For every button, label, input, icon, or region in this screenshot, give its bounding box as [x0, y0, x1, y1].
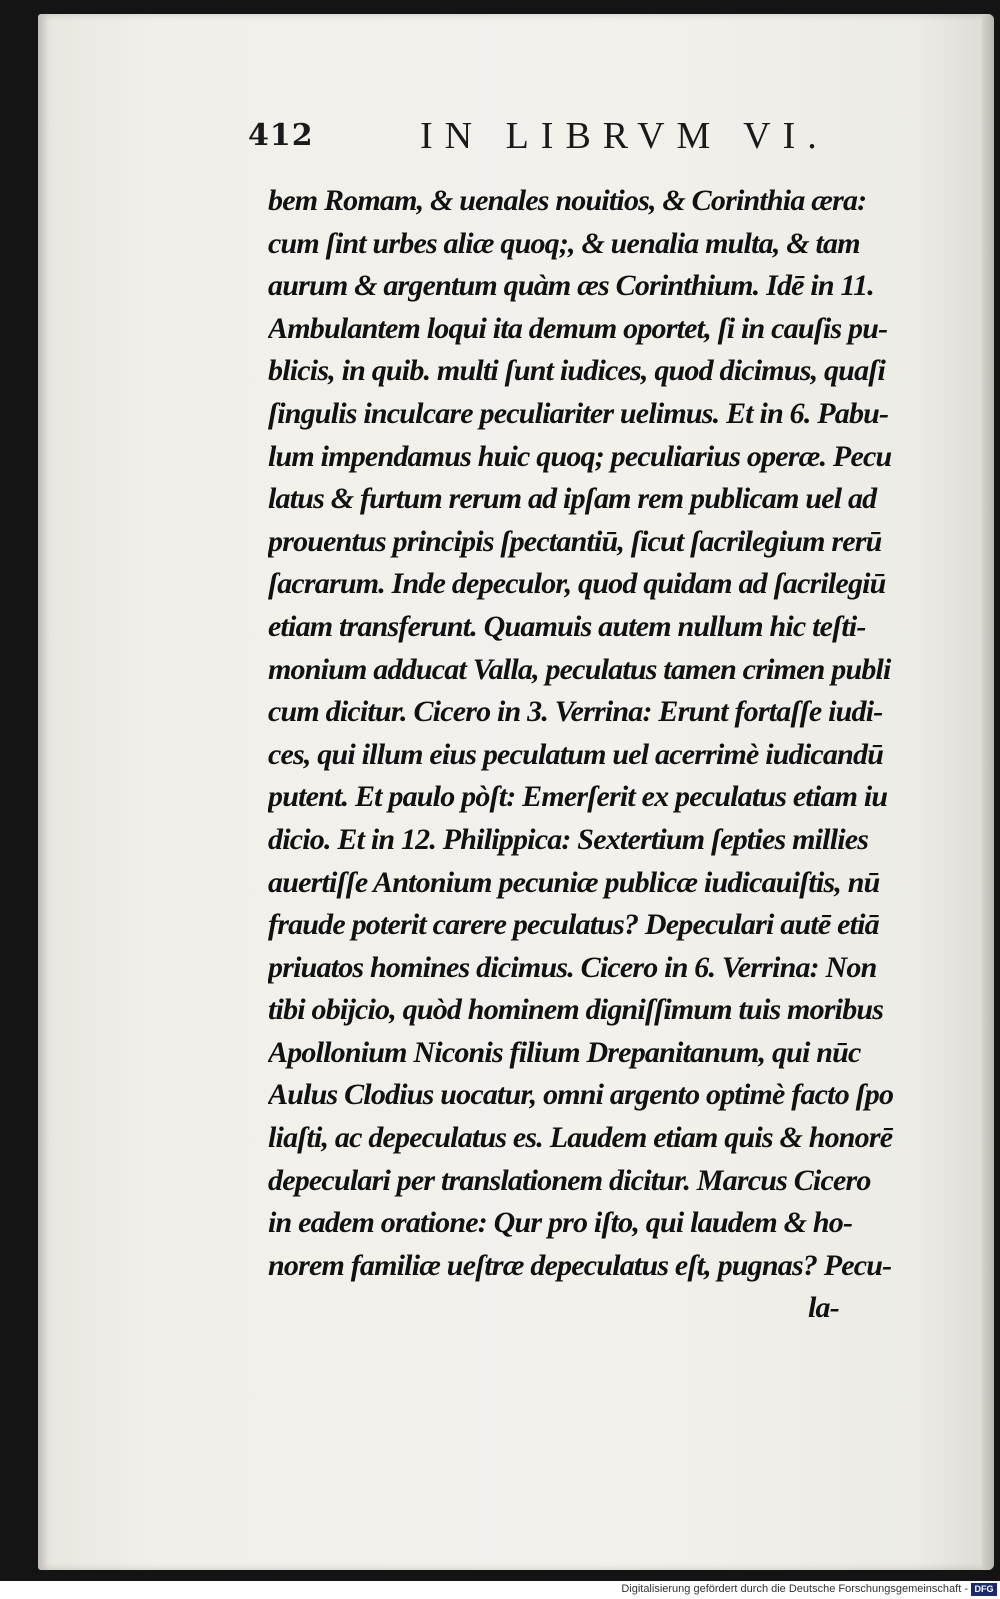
footer-bar: [0, 1581, 1000, 1599]
text-line: latus & furtum rerum ad ipſam rem publicam uel ad: [268, 482, 877, 516]
text-line: bem Romam, & uenales nouitios, & Corinthia æra:: [268, 184, 867, 217]
running-head-title: IN LIBRVM VI.: [420, 115, 829, 157]
text-line: tibi obijcio, quòd hominem digniſſimum tuis moribus: [268, 993, 884, 1027]
text-line: priuatos homines dicimus. Cicero in 6. Verrina: Non: [268, 950, 877, 984]
text-line: cum ſint urbes aliæ quoq;, & uenalia multa, & tam: [268, 226, 860, 260]
text-line: blicis, in quib. multi ſunt iudices, quod dicimus, quaſi: [268, 354, 885, 388]
text-line: lum impendamus huic quoq; peculiarius operæ. Pecu: [268, 439, 892, 473]
running-head: [248, 112, 888, 162]
page-edge: [982, 14, 994, 1570]
funding-credit: Digitalisierung gefördert durch die Deutsche Forschungsgemeinschaft -: [621, 1583, 968, 1595]
text-line: ces, qui illum eius peculatum uel acerrimè iudicandū: [268, 737, 884, 771]
text-line: monium adducat Valla, peculatus tamen crimen publi: [268, 652, 891, 686]
catchword: la-: [808, 1291, 839, 1325]
text-line: aurum & argentum quàm æs Corinthium. Idē in 11.: [268, 269, 874, 303]
text-line: depeculari per translationem dicitur. Marcus Cicero: [268, 1163, 871, 1197]
text-line: Aulus Clodius uocatur, omni argento optimè facto ſpo: [268, 1078, 894, 1112]
text-line: dicio. Et in 12. Philippica: Sextertium ſepties millies: [268, 822, 869, 856]
text-line: fraude poterit carere peculatus? Depeculari autē etiā: [268, 908, 879, 942]
text-line: putent. Et paulo pòſt: Emerſerit ex peculatus etiam iu: [268, 780, 888, 814]
text-line: cum dicitur. Cicero in 3. Verrina: Erunt fortaſſe iudi-: [268, 695, 883, 729]
text-line: prouentus principis ſpectantiū, ſicut ſacrilegium rerū: [268, 524, 882, 558]
text-line: etiam transferunt. Quamuis autem nullum hic teſti-: [268, 609, 866, 643]
text-line: Apollonium Niconis filium Drepanitanum, qui nūc: [268, 1035, 861, 1069]
text-block: [268, 180, 928, 1330]
page-number: 412: [248, 118, 314, 153]
text-line: auertiſſe Antonium pecuniæ publicæ iudicauiſtis, nū: [268, 865, 880, 899]
text-line: norem familiæ ueſtræ depeculatus eſt, pugnas? Pecu-: [268, 1248, 892, 1282]
text-line: Ambulantem loqui ita demum oportet, ſi in cauſis pu-: [268, 311, 888, 345]
text-line: in eadem oratione: Qur pro iſto, qui laudem & ho-: [268, 1206, 853, 1240]
text-line: ſacrarum. Inde depeculor, quod quidam ad ſacrilegiū: [268, 567, 886, 601]
text-line: ſingulis inculcare peculiariter uelimus. Et in 6. Pabu-: [268, 396, 889, 430]
text-line: liaſti, ac depeculatus es. Laudem etiam quis & honorē: [268, 1121, 893, 1155]
dfg-logo: DFG: [971, 1583, 997, 1596]
